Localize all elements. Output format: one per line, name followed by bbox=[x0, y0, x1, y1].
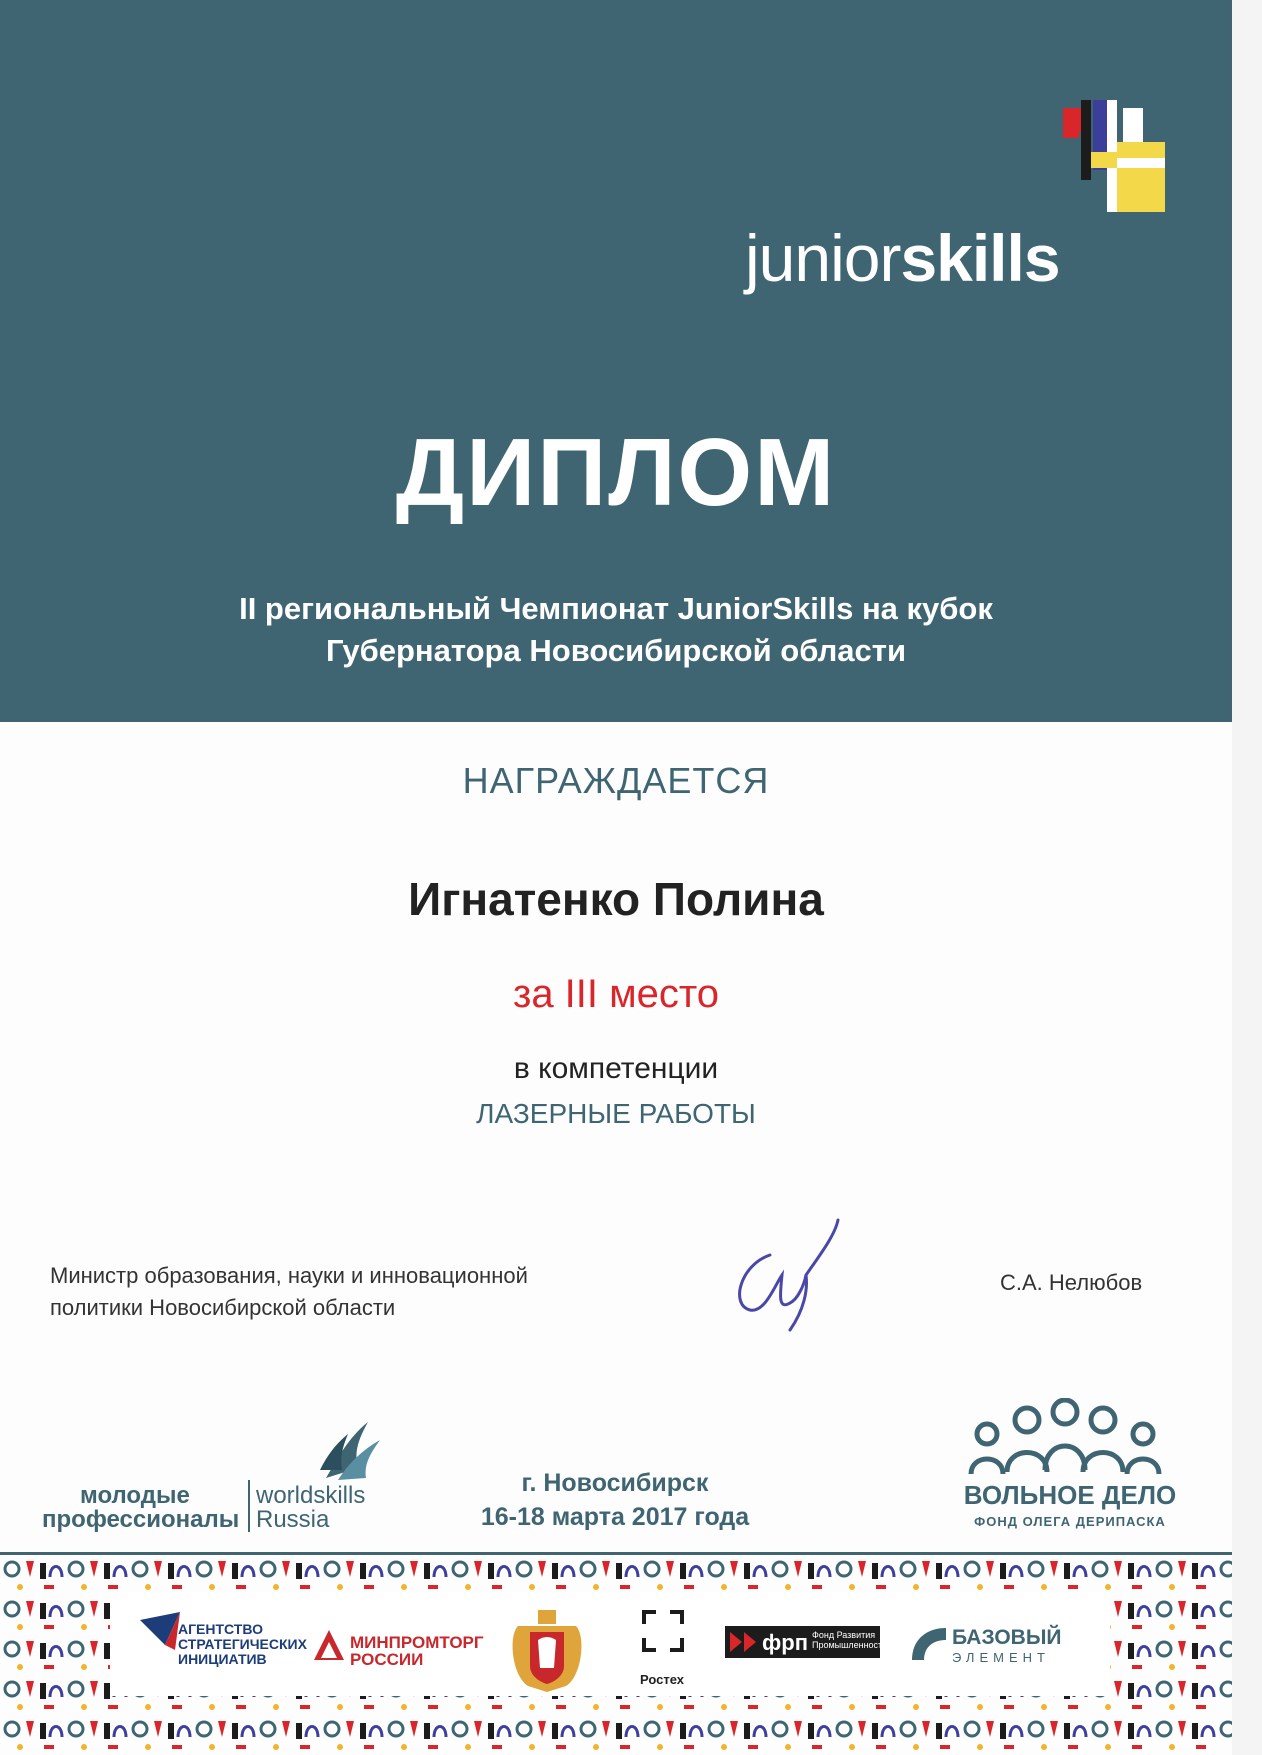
event-city: г. Новосибирск bbox=[521, 1469, 709, 1497]
championship-subtitle bbox=[0, 588, 1232, 672]
bazovy-element-text-2: ЭЛЕМЕНТ bbox=[952, 1650, 1050, 1665]
frp-logo-text: фрп bbox=[762, 1630, 808, 1655]
position-line-2: политики Новосибирской области bbox=[50, 1295, 396, 1320]
logo-text-light: junior bbox=[745, 221, 901, 295]
volnoe-delo-people-icon bbox=[965, 1398, 1165, 1478]
recipient-name: Игнатенко Полина bbox=[408, 873, 824, 925]
rostec-logo-icon bbox=[642, 1610, 684, 1652]
volnoe-delo-subtitle: ФОНД ОЛЕГА ДЕРИПАСКА bbox=[974, 1514, 1166, 1529]
asi-text-1: АГЕНТСТВО bbox=[178, 1621, 264, 1637]
ws-divider bbox=[248, 1480, 250, 1532]
position-line-1: Министр образования, науки и инновационной bbox=[50, 1263, 528, 1288]
subtitle-line-2: Губернатора Новосибирской области bbox=[325, 633, 907, 668]
ws-text-russia: Russia bbox=[256, 1506, 330, 1533]
mpt-text-1: МИНПРОМТОРГ bbox=[350, 1633, 484, 1652]
asi-logo-text bbox=[178, 1622, 307, 1667]
competence-name: ЛАЗЕРНЫЕ РАБОТЫ bbox=[476, 1098, 756, 1129]
award-place: за III место bbox=[512, 972, 719, 1016]
volnoe-delo-name: ВОЛЬНОЕ ДЕЛО bbox=[963, 1480, 1177, 1510]
event-location bbox=[420, 1466, 810, 1534]
ws-text-molodye: молодые bbox=[80, 1482, 190, 1509]
frp-arrows-icon bbox=[730, 1632, 758, 1652]
minpromtorg-logo-icon bbox=[312, 1628, 346, 1662]
signature-icon bbox=[720, 1215, 860, 1345]
asi-text-2: СТРАТЕГИЧЕСКИХ bbox=[178, 1636, 307, 1652]
worldskills-bird-icon bbox=[318, 1418, 384, 1484]
diploma-title: ДИПЛОМ bbox=[395, 419, 837, 526]
asi-text-3: ИНИЦИАТИВ bbox=[178, 1651, 267, 1667]
minpromtorg-logo-text bbox=[350, 1634, 484, 1668]
mpt-text-2: РОССИИ bbox=[350, 1650, 424, 1669]
competence-label: в компетенции bbox=[513, 1052, 719, 1085]
ws-text-worldskills: worldskills bbox=[256, 1482, 366, 1509]
signatory-position bbox=[50, 1260, 528, 1324]
frp-sub-2: Промышленности bbox=[812, 1640, 888, 1650]
frp-sub-1: Фонд Развития bbox=[812, 1630, 876, 1640]
logo-text-bold: skills bbox=[900, 221, 1060, 295]
frp-logo-subtext bbox=[812, 1630, 887, 1650]
bazovy-element-logo-icon bbox=[908, 1624, 948, 1664]
bazovy-element-text-1: БАЗОВЫЙ bbox=[952, 1626, 1062, 1649]
signatory-name: С.А. Нелюбов bbox=[1000, 1270, 1143, 1295]
awarded-label: НАГРАЖДАЕТСЯ bbox=[462, 760, 770, 801]
subtitle-line-1: II региональный Чемпионат JuniorSkills на кубок bbox=[239, 591, 993, 626]
page-edge bbox=[1232, 0, 1262, 1755]
event-dates: 16-18 марта 2017 года bbox=[480, 1503, 750, 1531]
juniorskills-logo-icon bbox=[1063, 100, 1173, 212]
rostec-logo-text: Ростех bbox=[640, 1672, 685, 1687]
coat-of-arms-icon bbox=[508, 1606, 586, 1692]
juniorskills-logo-text bbox=[745, 220, 1165, 310]
ws-text-professionaly: профессионалы bbox=[42, 1506, 240, 1533]
